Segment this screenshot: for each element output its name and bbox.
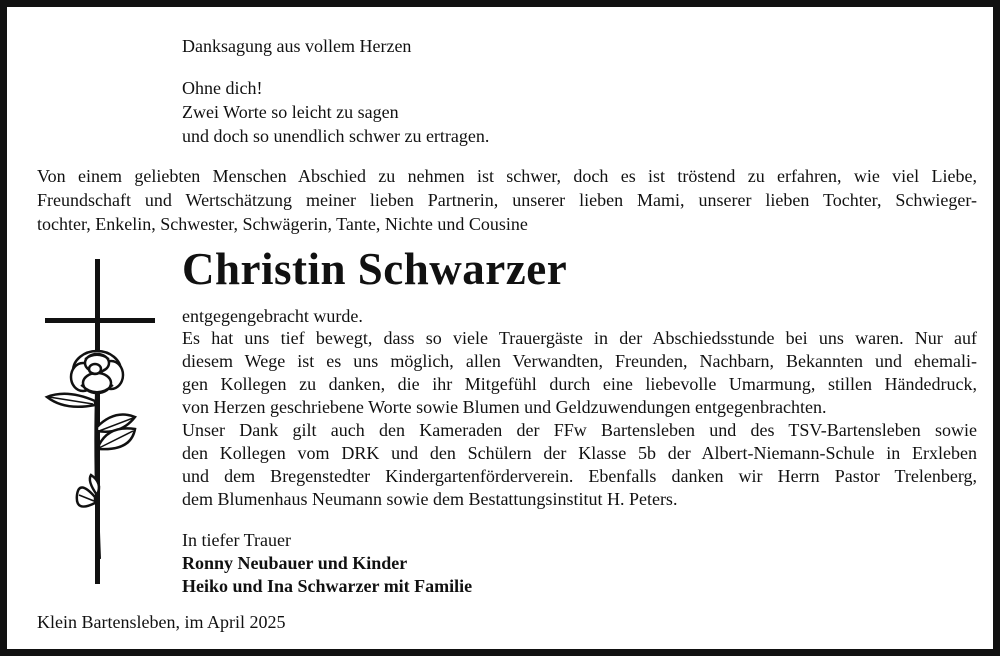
intro-line: tochter, Enkelin, Schwester, Schwägerin, Tante, Nichte und Cousine <box>37 214 528 234</box>
body-line: gen Kollegen zu danken, die ihr Mitgefühl durch eine liebevolle Umarmung, stillen Händedruck, <box>182 374 977 394</box>
intro-line: Von einem geliebten Menschen Abschied zu nehmen ist schwer, doch es ist tröstend zu erfahren, wie viel Liebe, <box>37 166 977 186</box>
body-line: Unser Dank gilt auch den Kameraden der FFw Bartensleben und des TSV-Bartensleben sowie <box>182 420 977 440</box>
body-line: diesem Wege ist es uns möglich, allen Verwandten, Freunden, Nachbarn, Bekannten und ehemali- <box>182 351 977 371</box>
mourning-label: In tiefer Trauer <box>182 530 291 550</box>
cross-with-rose-icon <box>37 259 167 589</box>
body-line: entgegengebracht wurde. <box>182 306 363 326</box>
poem-line: und doch so unendlich schwer zu ertragen. <box>182 126 490 146</box>
body-line: Es hat uns tief bewegt, dass so viele Trauergäste in der Abschiedsstunde bei uns waren. Nur auf <box>182 328 977 348</box>
signatory: Heiko und Ina Schwarzer mit Familie <box>182 576 473 596</box>
poem-line: Zwei Worte so leicht zu sagen <box>182 102 399 122</box>
signatory: Ronny Neubauer und Kinder <box>182 553 408 573</box>
body-line: dem Blumenhaus Neumann sowie dem Bestattungsinstitut H. Peters. <box>182 489 678 509</box>
poem-line: Ohne dich! <box>182 78 263 98</box>
intro-line: Freundschaft und Wertschätzung meiner lieben Partnerin, unserer lieben Mami, unserer lieben Tochter, Schwieger- <box>37 190 977 210</box>
body-line: von Herzen geschriebene Worte sowie Blumen und Geldzuwendungen entgegenbrachten. <box>182 397 827 417</box>
body-line: und dem Bregenstedter Kindergartenförderverein. Ebenfalls danken wir Herrn Pastor Trelenberg, <box>182 466 977 486</box>
place-date: Klein Bartensleben, im April 2025 <box>37 612 286 632</box>
notice-heading: Danksagung aus vollem Herzen <box>182 36 412 56</box>
body-line: den Kollegen vom DRK und den Schülern der Klasse 5b der Albert-Niemann-Schule in Erxleben <box>182 443 977 463</box>
deceased-name: Christin Schwarzer <box>182 244 568 294</box>
